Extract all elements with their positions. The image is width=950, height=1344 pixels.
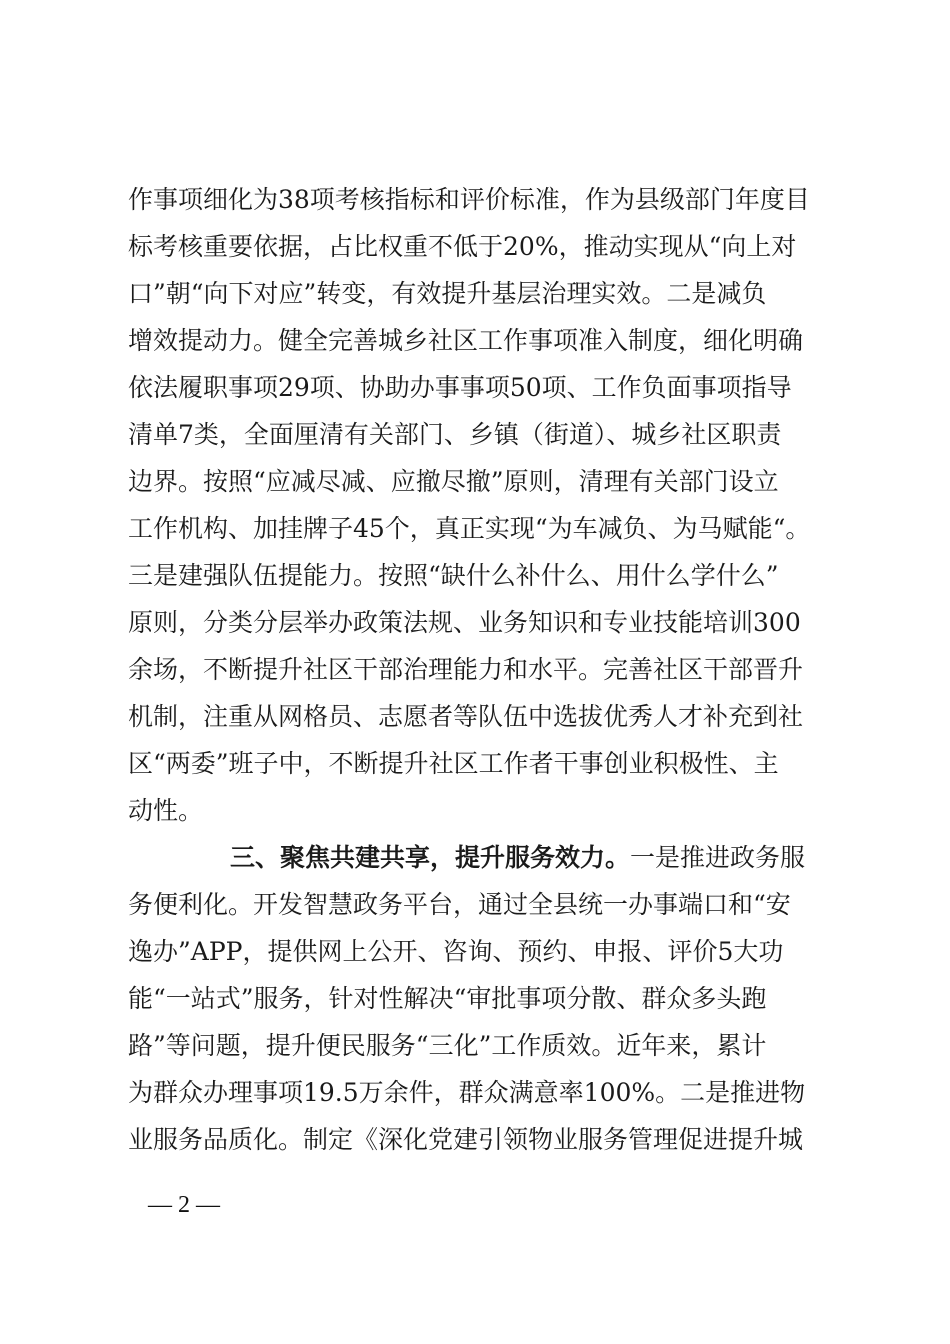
- body-line: 三是建强队伍提能力。按照“缺什么补什么、用什么学什么”: [128, 561, 779, 590]
- body-line: 作事项细化为38项考核指标和评价标准，作为县级部门年度目: [128, 185, 810, 214]
- body-line: 余场，不断提升社区干部治理能力和水平。完善社区干部晋升: [128, 655, 804, 684]
- body-line: 口”朝“向下对应”转变，有效提升基层治理实效。二是减负: [128, 279, 767, 308]
- section-heading-line: [230, 838, 805, 878]
- body-line: 标考核重要依据，占比权重不低于20%，推动实现从“向上对: [128, 232, 797, 261]
- body-line: 区“两委”班子中，不断提升社区工作者干事创业积极性、主: [128, 749, 779, 778]
- section-heading: 三、聚焦共建共享，提升服务效力。: [230, 843, 631, 872]
- body-line: 机制，注重从网格员、志愿者等队伍中选拔优秀人才补充到社: [128, 702, 804, 731]
- body-line: 为群众办理事项19.5万余件，群众满意率100%。二是推进物: [128, 1078, 806, 1107]
- body-line: 务便利化。开发智慧政务平台，通过全县统一办事端口和“安: [128, 890, 791, 919]
- body-line: 逸办”APP，提供网上公开、咨询、预约、申报、评价5大功: [128, 937, 784, 966]
- body-line: 增效提动力。健全完善城乡社区工作事项准入制度，细化明确: [128, 326, 804, 355]
- body-line: 路”等问题，提升便民服务“三化”工作质效。近年来，累计: [128, 1031, 767, 1060]
- body-line: 动性。: [128, 796, 204, 825]
- body-line: 能“一站式”服务，针对性解决“审批事项分散、群众多头跑: [128, 984, 767, 1013]
- body-line: 边界。按照“应减尽减、应撤尽撤”原则，清理有关部门设立: [128, 467, 779, 496]
- body-line: 原则，分类分层举办政策法规、业务知识和专业技能培训300: [128, 608, 801, 637]
- body-line: 工作机构、加挂牌子45个，真正实现“为车减负、为马赋能“。: [128, 514, 811, 543]
- section-heading-continuation: 一是推进政务服: [630, 843, 806, 872]
- body-line: 业服务品质化。制定《深化党建引领物业服务管理促进提升城: [128, 1125, 804, 1154]
- body-line: 依法履职事项29项、协助办事事项50项、工作负面事项指导: [128, 373, 792, 402]
- body-line: 清单7类，全面厘清有关部门、乡镇（街道）、城乡社区职责: [128, 420, 782, 449]
- page-number: — 2 —: [148, 1192, 220, 1218]
